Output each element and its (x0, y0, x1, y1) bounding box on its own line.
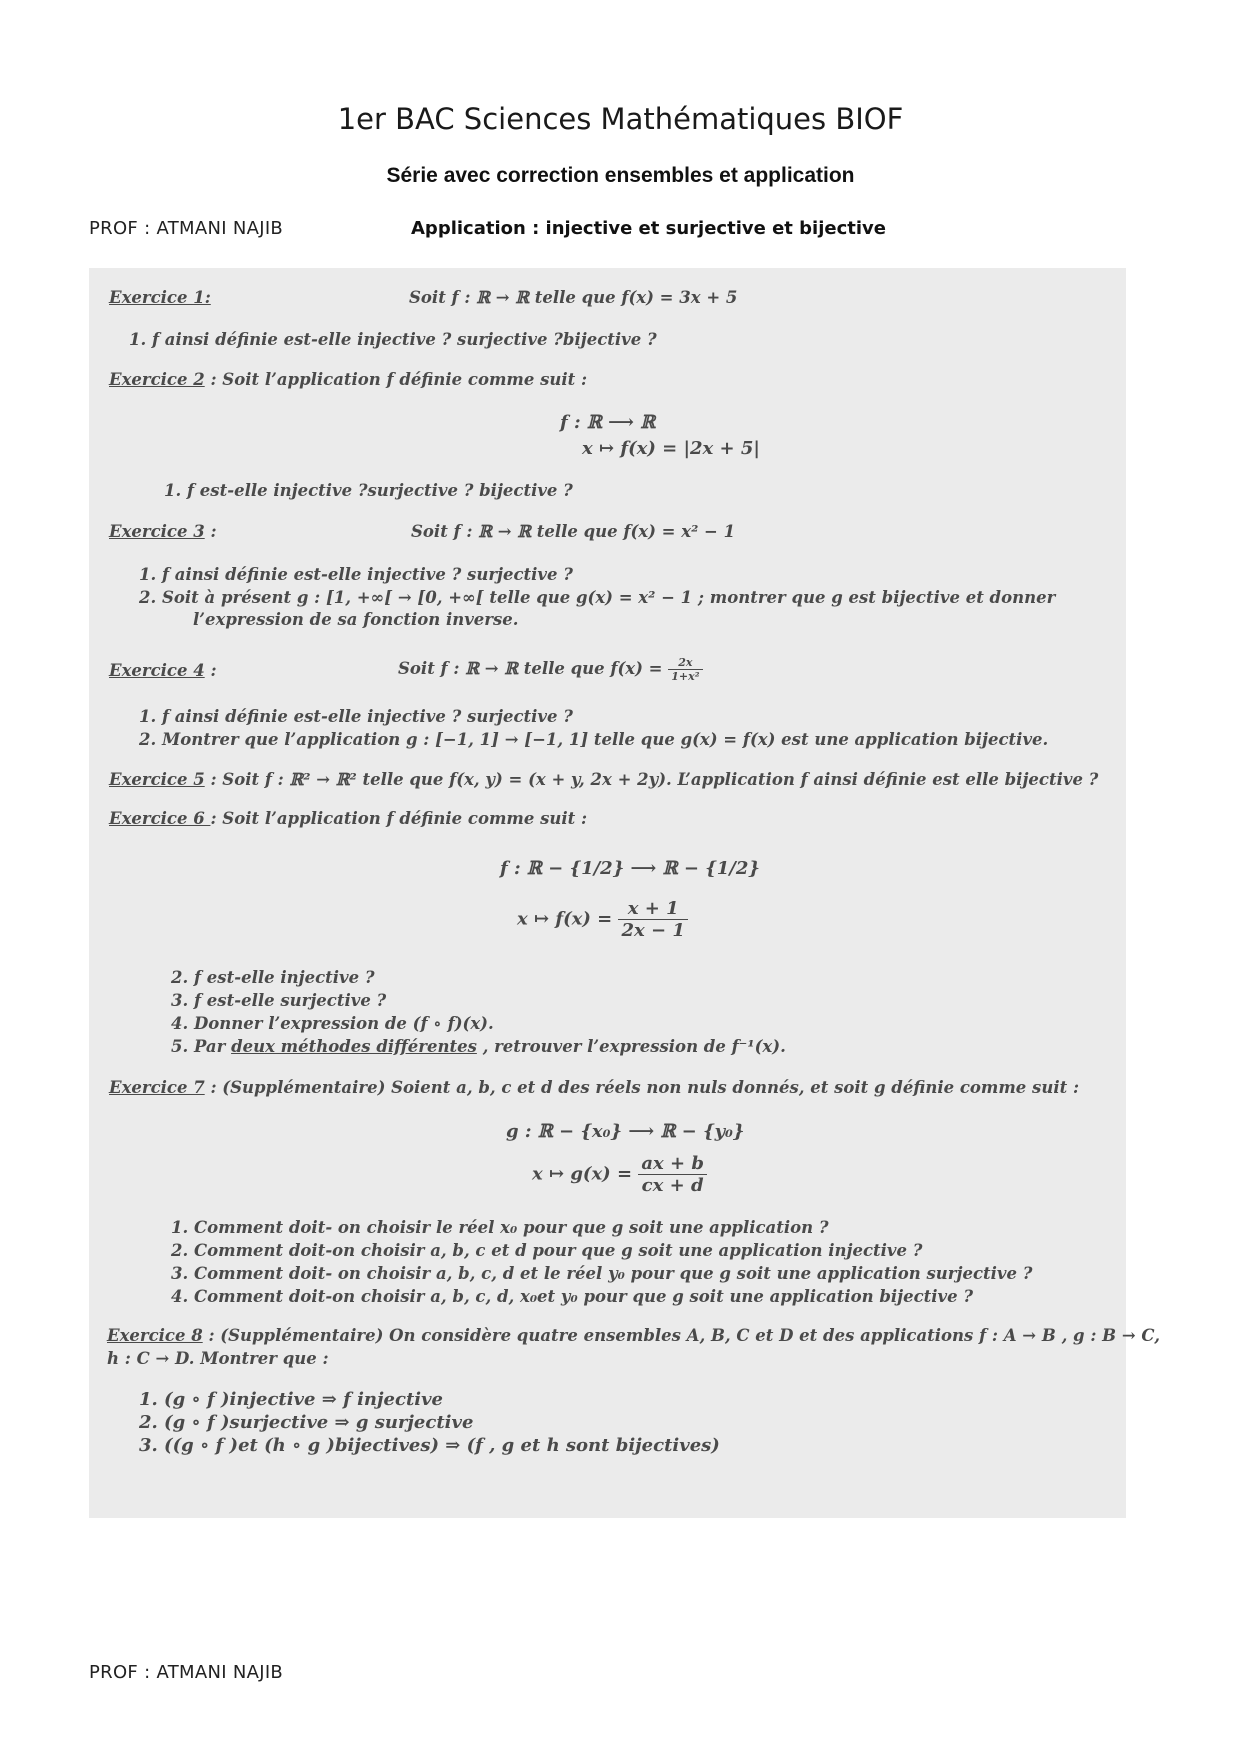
author-footer: PROF : ATMANI NAJIB (89, 1662, 284, 1683)
exercise-6-question-2: 2. f est-elle injective ? (171, 968, 375, 987)
exercise-7-question-4: 4. Comment doit-on choisir a, b, c, d, x₀et y₀ pour que g soit une application bijective ? (171, 1287, 974, 1306)
exercise-6-label: Exercice 6 (109, 809, 211, 828)
exercise-8-label: Exercice 8 (107, 1326, 203, 1345)
exercise-6-map-line-1: f : ℝ − {1/2} ⟶ ℝ − {1/2} (500, 858, 760, 879)
exercise-7-question-3: 3. Comment doit- on choisir a, b, c, d et le réel y₀ pour que g soit une application surjective ? (171, 1264, 1033, 1283)
exercise-6-question-3: 3. f est-elle surjective ? (171, 991, 387, 1010)
exercise-5-label: Exercice 5 (109, 770, 205, 789)
exercise-4-label: Exercice 4 : (109, 661, 217, 680)
exercise-3-question-2: 2. Soit à présent g : [1, +∞[ → [0, +∞[ telle que g(x) = x² − 1 ; montrer que g est bijective et donner (139, 588, 1056, 607)
exercise-7-intro: Exercice 7 : (Supplémentaire) Soient a, b, c et d des réels non nuls donnés, et soit g définie comme suit : (109, 1078, 1080, 1097)
exercise-8-question-3: 3. ((g ∘ f )et (h ∘ g )bijectives) ⇒ (f , g et h sont bijectives) (139, 1435, 720, 1456)
exercise-3-question-1: 1. f ainsi définie est-elle injective ? surjective ? (139, 565, 573, 584)
exercise-2-question-1: 1. f est-elle injective ?surjective ? bijective ? (164, 481, 573, 500)
exercise-4-question-2: 2. Montrer que l’application g : [−1, 1] → [−1, 1] telle que g(x) = f(x) est une application bijective. (139, 730, 1049, 749)
exercise-8-question-2: 2. (g ∘ f )surjective ⇒ g surjective (139, 1412, 474, 1433)
exercise-sheet (89, 268, 1161, 1518)
exercise-6-fraction: $\frac{x + 1}{2x - 1}$ (618, 898, 687, 941)
exercise-4-question-1: 1. f ainsi définie est-elle injective ? surjective ? (139, 707, 573, 726)
exercise-3-label: Exercice 3 : (109, 522, 217, 541)
section-title: Application : injective et surjective et bijective (411, 218, 886, 239)
exercise-4-statement: Soit f : ℝ → ℝ telle que f(x) = $\frac{2x}{\text{1+x²}}$ (398, 656, 703, 683)
exercise-5: Exercice 5 : Soit f : ℝ² → ℝ² telle que f(x, y) = (x + y, 2x + 2y). L’application f ainsi définie est elle bijective ? (109, 770, 1099, 789)
page-subtitle: Série avec correction ensembles et application (386, 164, 855, 187)
exercise-2-map-line-2: x ↦ f(x) = |2x + 5| (582, 438, 760, 459)
exercise-6-question-4: 4. Donner l’expression de (f ∘ f)(x). (171, 1014, 494, 1033)
exercise-2-map-line-1: f : ℝ ⟶ ℝ (560, 412, 656, 433)
exercise-4-fraction: $\frac{2x}{\text{1+x²}}$ (668, 656, 702, 683)
page-title: 1er BAC Sciences Mathématiques BIOF (337, 102, 904, 136)
exercise-7-label: Exercice 7 (109, 1078, 205, 1097)
exercise-3-question-2-cont: l’expression de sa fonction inverse. (193, 610, 519, 629)
exercise-8-question-1: 1. (g ∘ f )injective ⇒ f injective (139, 1389, 444, 1410)
exercise-7-map-line-2: x ↦ g(x) = $\frac{ax + b}{cx + d}$ (532, 1153, 707, 1196)
exercise-7-fraction: $\frac{ax + b}{cx + d}$ (638, 1153, 707, 1196)
exercise-1-statement: Soit f : ℝ → ℝ telle que f(x) = 3x + 5 (409, 288, 738, 307)
exercise-1-question-1: 1. f ainsi définie est-elle injective ? surjective ?bijective ? (129, 330, 657, 349)
exercise-7-map-line-1: g : ℝ − {x₀} ⟶ ℝ − {y₀} (506, 1121, 745, 1142)
exercise-2-label: Exercice 2 (109, 370, 205, 389)
exercise-6-map-line-2: x ↦ f(x) = $\frac{x + 1}{2x - 1}$ (517, 898, 688, 941)
author-header: PROF : ATMANI NAJIB (89, 218, 284, 239)
exercise-3-statement: Soit f : ℝ → ℝ telle que f(x) = x² − 1 (411, 522, 736, 541)
exercise-6-question-5: 5. Par deux méthodes différentes , retrouver l’expression de f⁻¹(x). (171, 1037, 786, 1056)
exercise-2-intro: Exercice 2 : Soit l’application f définie comme suit : (109, 370, 588, 389)
exercise-6-intro: Exercice 6 : Soit l’application f définie comme suit : (109, 809, 588, 828)
exercise-7-question-1: 1. Comment doit- on choisir le réel x₀ pour que g soit une application ? (171, 1218, 829, 1237)
exercise-1-label: Exercice 1: (109, 288, 211, 307)
exercise-8-intro: Exercice 8 : (Supplémentaire) On considère quatre ensembles A, B, C et D et des applications f : A → B , g : B → C, (107, 1326, 1161, 1345)
exercise-8-intro-cont: h : C → D. Montrer que : (107, 1349, 329, 1368)
exercise-7-question-2: 2. Comment doit-on choisir a, b, c et d pour que g soit une application injective ? (171, 1241, 923, 1260)
